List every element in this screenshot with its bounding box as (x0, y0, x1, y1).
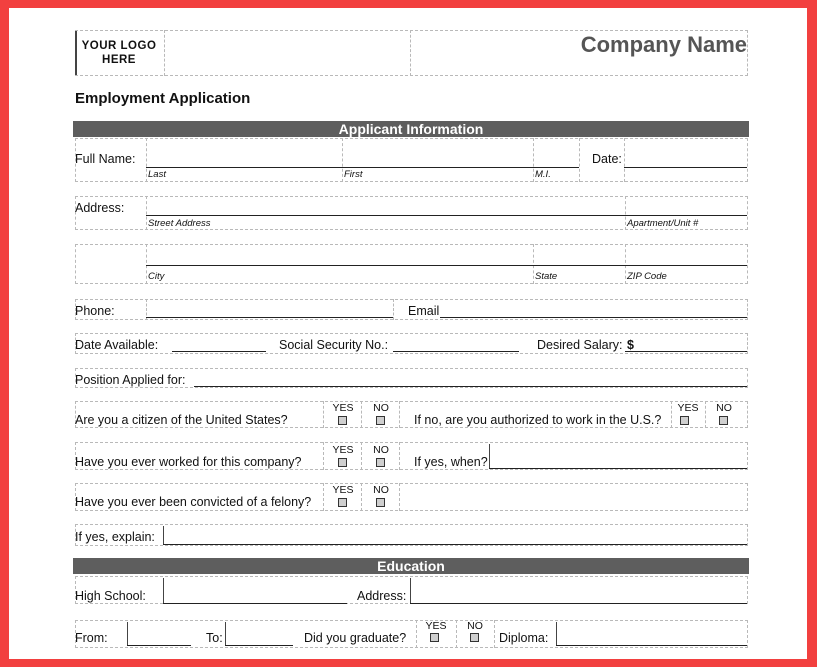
logo-line: YOUR LOGO (81, 40, 157, 52)
cell-divider (625, 196, 626, 230)
attendance-row (75, 620, 748, 648)
desired-salary-label: Desired Salary: (537, 338, 623, 352)
worked-question: Have you ever worked for this company? (75, 455, 302, 469)
citizen-yes-checkbox[interactable] (338, 416, 347, 425)
cell-divider (323, 483, 324, 511)
date-available-label: Date Available: (75, 338, 159, 352)
full-name-input[interactable] (146, 167, 579, 168)
logo-left-edge (75, 31, 77, 75)
authorized-yes-checkbox[interactable] (680, 416, 689, 425)
graduate-yes-checkbox[interactable] (430, 633, 439, 642)
header-divider (164, 30, 165, 76)
cell-divider (579, 138, 580, 182)
explain-field-edge (163, 526, 164, 545)
cell-divider (323, 401, 324, 428)
ssn-input[interactable] (393, 351, 519, 352)
sublabel-apt: Apartment/Unit # (627, 218, 699, 229)
cell-divider (393, 299, 394, 320)
cell-divider (146, 196, 147, 230)
position-label: Position Applied for: (75, 373, 186, 387)
worked-no-checkbox[interactable] (376, 458, 385, 467)
company-name: Company Name (580, 32, 747, 57)
no-label: NO (373, 484, 389, 496)
email-input[interactable] (440, 317, 747, 318)
if-yes-explain-label: If yes, explain: (75, 530, 155, 544)
when-field-edge (489, 444, 490, 468)
no-label: NO (467, 620, 483, 632)
form-title: Employment Application (75, 90, 251, 107)
high-school-label: High School: (75, 589, 146, 603)
when-input[interactable] (489, 468, 747, 469)
diploma-label: Diploma: (499, 631, 549, 645)
no-label: NO (373, 402, 389, 414)
cell-divider (323, 442, 324, 470)
citizen-question: Are you a citizen of the United States? (75, 413, 288, 427)
phone-label: Phone: (75, 304, 115, 318)
education-address-label: Address: (357, 589, 407, 603)
to-field-edge (225, 622, 226, 646)
education-address-input[interactable] (410, 603, 747, 604)
sublabel-city: City (148, 271, 165, 282)
diploma-field-edge (556, 622, 557, 646)
header-divider (410, 30, 411, 76)
high-school-input[interactable] (163, 603, 347, 604)
street-address-input[interactable] (146, 215, 747, 216)
explain-row (75, 524, 748, 546)
yes-label: YES (677, 402, 699, 414)
dollar-sign: $ (627, 338, 634, 352)
cell-divider (399, 401, 400, 428)
cell-divider (146, 138, 147, 182)
felony-no-checkbox[interactable] (376, 498, 385, 507)
yes-label: YES (332, 444, 354, 456)
cell-divider (146, 244, 147, 284)
to-input[interactable] (225, 645, 293, 646)
yes-label: YES (332, 484, 354, 496)
cell-divider (533, 244, 534, 284)
felony-yes-checkbox[interactable] (338, 498, 347, 507)
yes-label: YES (332, 402, 354, 414)
city-state-zip-input[interactable] (146, 265, 747, 266)
high-school-field-edge (163, 578, 164, 603)
sublabel-last: Last (148, 169, 166, 180)
position-input[interactable] (194, 386, 747, 387)
cell-divider (399, 442, 400, 470)
cell-divider (361, 483, 362, 511)
sublabel-mi: M.I. (535, 169, 551, 180)
section-header-applicant: Applicant Information (73, 121, 749, 137)
no-label: NO (716, 402, 732, 414)
cell-divider (625, 244, 626, 284)
did-you-graduate-label: Did you graduate? (304, 631, 407, 645)
high-school-row (75, 576, 748, 604)
sublabel-state: State (535, 271, 558, 282)
worked-yes-checkbox[interactable] (338, 458, 347, 467)
section-header-education: Education (73, 558, 749, 574)
cell-divider (494, 620, 495, 648)
authorized-question: If no, are you authorized to work in the U.S.? (414, 413, 662, 427)
ssn-label: Social Security No.: (279, 338, 389, 352)
desired-salary-input[interactable] (625, 351, 747, 352)
date-input[interactable] (624, 167, 747, 168)
cell-divider (416, 620, 417, 648)
email-label: Email (408, 304, 440, 318)
to-label: To: (206, 631, 223, 645)
felony-question: Have you ever been convicted of a felony? (75, 495, 312, 509)
logo-line: HERE (102, 54, 136, 66)
address-label: Address: (75, 201, 125, 215)
sublabel-first: First (344, 169, 363, 180)
no-label: NO (373, 444, 389, 456)
from-field-edge (127, 622, 128, 646)
explain-input[interactable] (163, 544, 747, 545)
full-name-row (75, 138, 748, 182)
citizen-no-checkbox[interactable] (376, 416, 385, 425)
logo-placeholder (79, 39, 159, 67)
edu-address-field-edge (410, 578, 411, 603)
diploma-input[interactable] (556, 645, 747, 646)
graduate-no-checkbox[interactable] (470, 633, 479, 642)
if-yes-when-label: If yes, when? (414, 455, 488, 469)
application-page (9, 8, 807, 659)
cell-divider (361, 442, 362, 470)
yes-label: YES (425, 620, 447, 632)
date-available-input[interactable] (172, 351, 266, 352)
cell-divider (705, 401, 706, 428)
date-label: Date: (592, 152, 622, 166)
cell-divider (533, 138, 534, 182)
from-input[interactable] (127, 645, 191, 646)
cell-divider (624, 138, 625, 182)
sublabel-street: Street Address (148, 218, 211, 229)
from-label: From: (75, 631, 108, 645)
cell-divider (399, 483, 400, 511)
cell-divider (342, 138, 343, 182)
cell-divider (456, 620, 457, 648)
sublabel-zip: ZIP Code (627, 271, 667, 282)
authorized-no-checkbox[interactable] (719, 416, 728, 425)
phone-input[interactable] (146, 317, 393, 318)
cell-divider (361, 401, 362, 428)
full-name-label: Full Name: (75, 152, 136, 166)
